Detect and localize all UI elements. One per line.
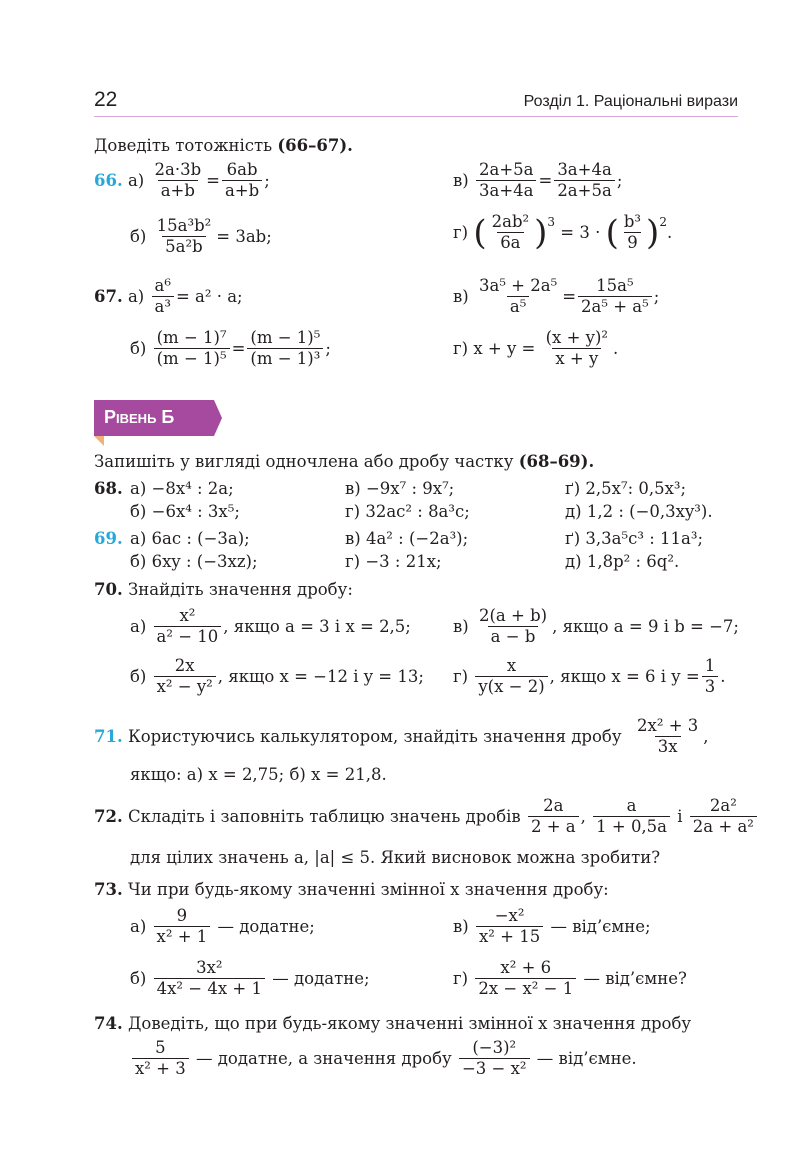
instruction-prove-identity: Доведіть тотожність (66–67). [94,136,353,155]
problem-number: 67. [94,286,123,306]
problem-70a: а) $\frac{\text{x²}}{\text{a² − 10}}$ , якщо a = 3 і x = 2,5; [130,606,411,646]
problem-66v: в) $\frac{2a+5a}{3a+4a}$ = $\frac{3a+4a}{2a+5a}$ ; [453,160,623,200]
problem-number: 68. [94,479,123,498]
header-rule [94,116,738,117]
problem-66a: 66. а) $\frac{2a\cdot 3b}{a+b}$ = $\frac{6ab}{a+b}$ ; [94,160,270,200]
problem-67v: в) $\frac{\text{3a⁵ + 2a⁵}}{\text{a⁵}}$ = $\frac{\text{15a⁵}}{\text{2a⁵ + a⁵}}$ ; [453,276,660,316]
fraction: $\frac{2a\cdot 3b}{a+b}$ [154,160,202,200]
fraction: $\frac{\text{−x²}}{\text{x² + 15}}$ [476,906,543,947]
fraction: $\frac{\text{15a³b²}}{\text{5a²b}}$ [156,216,212,256]
fraction: $\frac{1}{3}$ [702,656,719,697]
fraction: $\frac{x}{y(x - 2)}$ [475,656,547,697]
fraction: $\frac{2a+5a}{3a+4a}$ [476,160,537,201]
fraction: $\frac{a}{1 + 0,5a}$ [593,796,670,837]
problem-71-values: якщо: а) x = 2,75; б) x = 21,8. [130,765,387,784]
level-banner [94,400,222,436]
fraction: $\frac{\text{(m − 1)⁵}}{\text{(m − 1)³}}$ [247,328,323,369]
problem-67b: б) $\frac{\text{(m − 1)⁷}}{\text{(m − 1)⁵}}$ = $\frac{\text{(m − 1)⁵}}{\text{(m − 1)³}}$ ; [130,328,331,368]
fraction: $\frac{\text{x²}}{\text{a² − 10}}$ [154,606,222,647]
problem-70g: г) $\frac{x}{y(x - 2)}$ , якщо x = 6 і y = $\frac{1}{3}$ . [453,656,726,696]
fraction: $\frac{\text{(−3)²}}{\text{−3 − x²}}$ [459,1038,530,1079]
chapter-title: Розділ 1. Раціональні вирази [523,93,738,110]
problem-67a: 67. а) $\frac{\text{a⁶}}{\text{a³}}$ = a² · a; [94,276,243,316]
problem-66b: б) $\frac{\text{15a³b²}}{\text{5a²b}}$ = 3ab; [130,216,272,256]
problem-66g: г) ( $\frac{\text{2ab²}}{6a}$ ) $^3$ = 3 · ( $\frac{\text{b³}}{9}$ ) $^2$ . [453,212,673,253]
problem-70v: в) $\frac{2(a + b)}{a - b}$ , якщо a = 9 і b = −7; [453,606,739,646]
problem-73v: в) $\frac{\text{−x²}}{\text{x² + 15}}$ — від’ємне; [453,906,651,946]
problem-71: 71. Користуючись калькулятором, знайдіть значення дробу $\frac{\text{2x² + 3}}{3x}$ , [94,716,709,756]
fraction: $\frac{\text{15a⁵}}{\text{2a⁵ + a⁵}}$ [578,276,652,317]
fraction: $\frac{6ab}{a+b}$ [222,160,262,201]
fraction: $\frac{\text{2x² + 3}}{3x}$ [637,716,699,756]
fraction: $\frac{\text{3a⁵ + 2a⁵}}{\text{a⁵}}$ [478,276,558,316]
fraction: $\frac{\text{a⁶}}{\text{a³}}$ [152,276,174,317]
problem-70-text: 70. Знайдіть значення дробу: [94,580,353,599]
problem-number: 66. [94,170,123,190]
problem-72: 72. Складіть і заповніть таблицю значень дробів $\frac{2a}{2 + a}$ , $\frac{a}{1 + 0,5a}$ і $\frac{\text{2a²}}{\text{2a + a²}}$ [94,796,759,837]
fraction: $\frac{\text{x² + 6}}{\text{2x − x² − 1}}$ [475,958,576,999]
problem-73g: г) $\frac{\text{x² + 6}}{\text{2x − x² − 1}}$ — від’ємне? [453,958,687,998]
problem-68ge: ґ) 2,5x⁷: 0,5x³; [565,479,687,498]
fraction: $\frac{\text{(x + y)²}}{x + y}$ [545,328,609,368]
page-number: 22 [94,88,118,111]
problem-68d: д) 1,2 : (−0,3xy³). [565,502,713,521]
fraction: $\frac{2a}{2 + a}$ [528,796,579,837]
problem-74-text: 74. Доведіть, що при будь-якому значенні змінної x значення дробу [94,1014,692,1033]
problem-68g: г) 32ac² : 8a³c; [345,502,470,521]
fraction: $\frac{\text{3x²}}{\text{4x² − 4x + 1}}$ [154,958,265,999]
fraction: $\frac{5}{\text{x² + 3}}$ [132,1038,189,1079]
problem-68b: б) −6x⁴ : 3x⁵; [130,502,240,521]
problem-72-cont: для цілих значень a, |a| ≤ 5. Який висновок можна зробити? [130,848,661,867]
problem-73a: а) $\frac{9}{\text{x² + 1}}$ — додатне; [130,906,315,946]
fraction: $\frac{9}{\text{x² + 1}}$ [154,906,211,947]
fraction: $\frac{2(a + b)}{a - b}$ [478,606,548,646]
problem-69a: а) 6ac : (−3a); [130,529,250,548]
problem-68a: а) −8x⁴ : 2a; [130,479,234,498]
problem-73b: б) $\frac{\text{3x²}}{\text{4x² − 4x + 1}}$ — додатне; [130,958,370,998]
problem-69ge: ґ) 3,3a⁵c³ : 11a³; [565,529,704,548]
problem-number: 69. [94,529,123,548]
problem-number: 73. [94,880,123,899]
problem-69g: г) −3 : 21x; [345,552,442,571]
fraction: $\frac{\text{(m − 1)⁷}}{\text{(m − 1)⁵}}$ [154,328,230,369]
instruction-write-monomial: Запишіть у вигляді одночлена або дробу частку (68–69). [94,452,595,471]
problem-67g: г) x + y = $\frac{\text{(x + y)²}}{x + y}$ . [453,328,619,368]
fraction: $\frac{2x}{\text{x² − y²}}$ [154,656,216,697]
problem-69d: д) 1,8p² : 6q². [565,552,680,571]
problem-69v: в) 4a² : (−2a³); [345,529,469,548]
fraction: $\frac{3a+4a}{2a+5a}$ [554,160,615,201]
problem-73-text: 73. Чи при будь-якому значенні змінної x значення дробу: [94,880,609,899]
problem-number: 71. [94,726,123,746]
problem-68v: в) −9x⁷ : 9x⁷; [345,479,455,498]
problem-number: 72. [94,806,123,826]
fraction: $\frac{\text{b³}}{9}$ [623,212,642,252]
problem-number: 70. [94,580,123,599]
problem-69b: б) 6xy : (−3xz); [130,552,258,571]
fraction: $\frac{\text{2a²}}{\text{2a + a²}}$ [690,796,757,837]
problem-74-cont: $\frac{5}{\text{x² + 3}}$ — додатне, а значення дробу $\frac{\text{(−3)²}}{\text{−3 − x²}}$ — від’ємне. [130,1038,637,1079]
problem-number: 74. [94,1014,123,1033]
problem-70b: б) $\frac{2x}{\text{x² − y²}}$ , якщо x = −12 і y = 13; [130,656,424,696]
level-label: Рівень Б [104,407,175,427]
fraction: $\frac{\text{2ab²}}{6a}$ [491,212,530,252]
